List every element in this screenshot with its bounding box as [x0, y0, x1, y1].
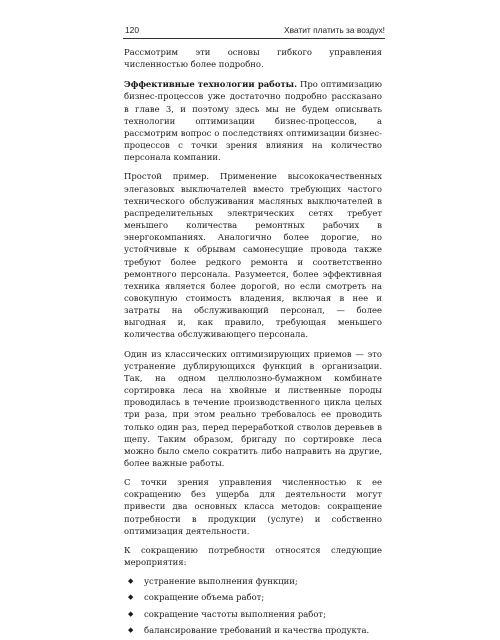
paragraph-text: С точки зрения управления численностью к ее сокращению без ущерба для деятельности могут привести два основных класса методов: сокращение потребности в продукции (услуге) и собственно оптимизация деятельности.: [124, 477, 382, 536]
bullet-icon: ◆: [128, 625, 134, 634]
paragraph-text: Про оптимизацию бизнес-процессов уже достаточно подробно рассказано в главе 3, и поэтому здесь мы не будем описывать технологии оптимизации бизнес-процессов, а рассмотрим вопрос о последствиях оптимизации бизнес-процессов с точки зрения влияния на количество персонала компании.: [124, 79, 382, 163]
list-item: [124, 624, 382, 636]
paragraph: [124, 46, 382, 70]
list-item: [124, 608, 382, 620]
bullet-icon: ◆: [128, 609, 134, 618]
paragraph: [124, 170, 382, 340]
paragraph: [124, 78, 382, 163]
paragraph: [124, 544, 382, 568]
paragraph: [124, 348, 382, 470]
list-item-text: сокращение частоты выполнения работ;: [144, 608, 326, 619]
page-header: [123, 23, 385, 39]
header-divider: [123, 38, 385, 39]
page-body: [124, 46, 382, 640]
list-item-text: устранение выполнения функции;: [144, 576, 298, 587]
bullet-icon: ◆: [128, 577, 134, 586]
list-item: [124, 591, 382, 603]
list-item: [124, 575, 382, 587]
paragraph: [124, 476, 382, 537]
paragraph-text: Рассмотрим эти основы гибкого управления численностью более подробно.: [124, 47, 382, 70]
running-title: Хватит платить за воздух!: [283, 25, 385, 35]
list-item-text: сокращение объема работ;: [144, 592, 265, 603]
page-number: 120: [125, 25, 139, 35]
bullet-icon: ◆: [128, 593, 134, 602]
paragraph-text: Один из классических оптимизирующих приемов — это устранение дублирующихся функций в организации. Так, на одном целлюлозно-бумажном комбинате сортировка леса на хвойные и лиственные породы проводилась в течение производственного цикла целых три раза, при этом реально требовалось ее проводить только один раз, перед переработкой стволов деревьев в щепу. Таким образом, бригаду по сортировке леса можно было смело сократить либо направить на другие, более важные работы.: [124, 348, 382, 468]
paragraph-lead: Эффективные технологии работы.: [124, 79, 298, 90]
paragraph-text: Простой пример. Применение высококачественных элегазовых выключателей вместо требующих частого технического обслуживания масляных выключателей в распределительных электрических сетях требует меньшего количества ремонтных рабочих в энергокомпаниях. Аналогично более дорогие, но устойчивые к обрывам самонесущие провода также требуют более редкого ремонта и соответственно ремонтного персонала. Разумеется, более эффективная техника является более дорогой, но если смотреть на совокупную стоимость владения, включая в нее и затраты на обслуживающий персонал, — более выгодная и, как правило, требующая меньшего количества обслуживающего персонала.: [124, 171, 382, 340]
list-item-text: балансирование требований и качества продукта.: [144, 624, 370, 635]
paragraph-text: К сокращению потребности относятся следующие мероприятия:: [124, 544, 382, 568]
bullet-list: [124, 575, 382, 636]
